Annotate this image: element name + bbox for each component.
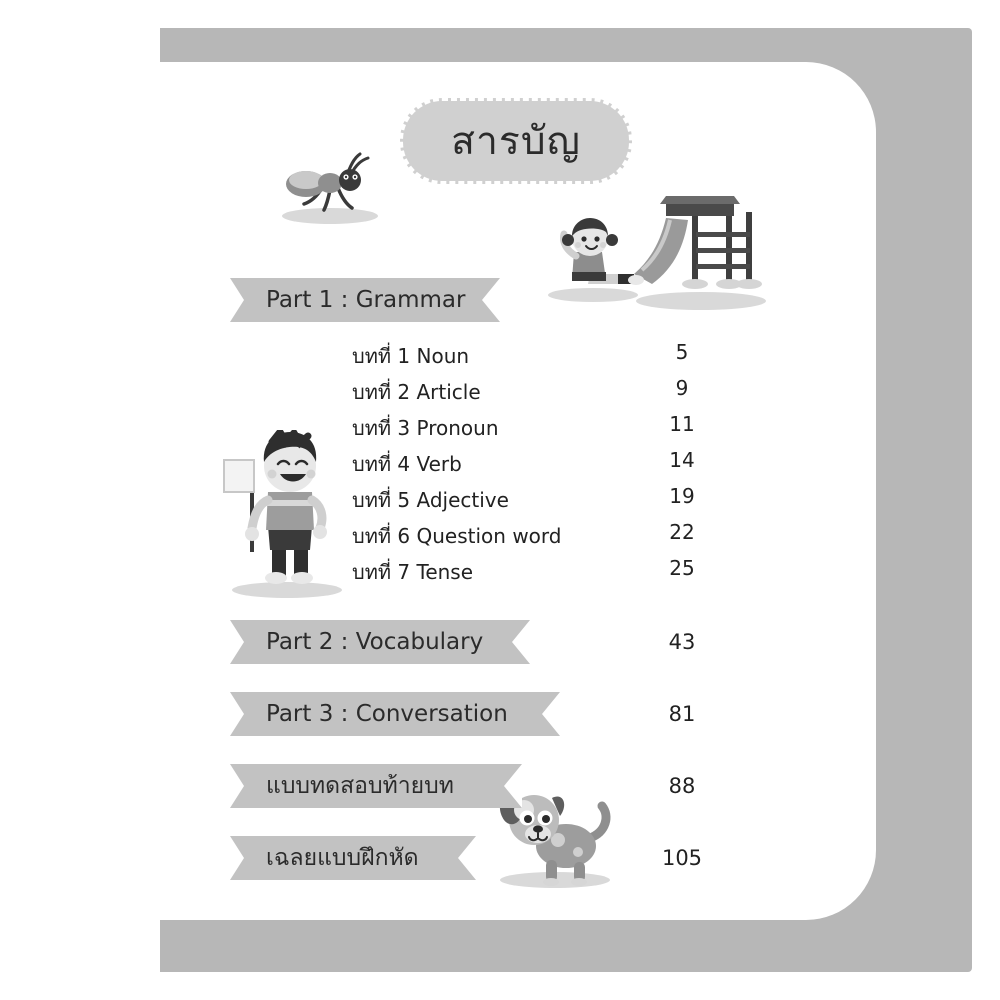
chapter-page-7: 25 — [669, 556, 695, 580]
boy-with-flag-illustration — [210, 430, 360, 590]
chapter-label: บทที่ 7 Tense — [352, 560, 474, 584]
chapter-row-5 — [352, 484, 509, 516]
section-banner-label: แบบทดสอบท้ายบท — [266, 773, 454, 799]
section-page-part-3: 81 — [668, 702, 696, 726]
section-page-test: 88 — [668, 774, 696, 798]
page-gutter-bar — [145, 62, 161, 920]
playground-slide-illustration — [630, 188, 770, 303]
chapter-label: บทที่ 2 Article — [352, 380, 481, 404]
chapter-row-2 — [352, 376, 481, 408]
girl-illustration — [548, 218, 648, 298]
page-title-bubble — [400, 98, 632, 184]
page-gutter — [28, 28, 160, 972]
section-banner-part-1 — [230, 278, 500, 322]
section-banner-part-2 — [230, 620, 530, 664]
chapter-page-1: 5 — [675, 340, 689, 364]
chapter-label: บทที่ 6 Question word — [352, 524, 562, 548]
section-page-answers: 105 — [661, 846, 703, 870]
chapter-row-3 — [352, 412, 499, 444]
chapter-label: บทที่ 5 Adjective — [352, 488, 509, 512]
section-banner-label: Part 1 : Grammar — [266, 287, 466, 313]
section-banner-test — [230, 764, 522, 808]
section-page-part-2: 43 — [668, 630, 696, 654]
chapter-row-4 — [352, 448, 462, 480]
chapter-page-4: 14 — [669, 448, 695, 472]
chapter-page-5: 19 — [669, 484, 695, 508]
section-banner-part-3 — [230, 692, 560, 736]
section-banner-label: เฉลยแบบฝึกหัด — [266, 845, 419, 871]
chapter-row-1 — [352, 340, 469, 372]
chapter-label: บทที่ 1 Noun — [352, 344, 470, 368]
chapter-page-6: 22 — [669, 520, 695, 544]
chapter-row-7 — [352, 556, 473, 588]
ant-illustration — [276, 150, 386, 220]
chapter-page-3: 11 — [669, 412, 695, 436]
chapter-page-2: 9 — [675, 376, 689, 400]
section-banner-label: Part 2 : Vocabulary — [266, 629, 484, 655]
chapter-label: บทที่ 3 Pronoun — [352, 416, 499, 440]
chapter-label: บทที่ 4 Verb — [352, 452, 462, 476]
chapter-row-6 — [352, 520, 561, 552]
section-banner-answers — [230, 836, 476, 880]
page-title: สารบัญ — [451, 119, 581, 164]
section-banner-label: Part 3 : Conversation — [266, 701, 508, 727]
